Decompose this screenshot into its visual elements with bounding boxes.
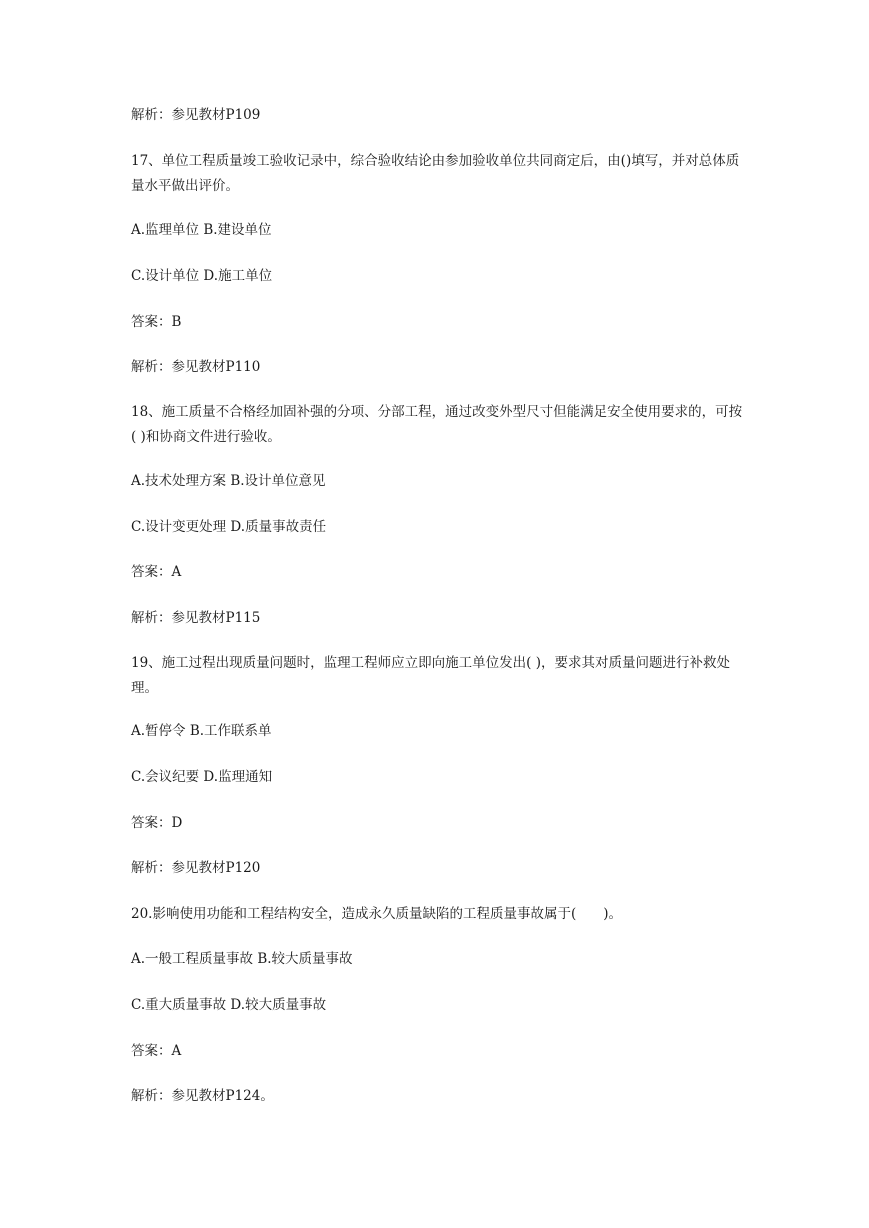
options-line: C.会议纪要 D.监理通知 xyxy=(131,769,273,785)
question-20: 20.影响使用功能和工程结构安全，造成永久质量缺陷的工程质量事故属于( )。 xyxy=(131,906,623,922)
question-19: 19、施工过程出现质量问题时，监理工程师应立即向施工单位发出( )，要求其对质量问题进行补救处理。 xyxy=(131,655,731,696)
question-18: 18、施工质量不合格经加固补强的分项、分部工程，通过改变外型尺寸但能满足安全使用要求的，可按( )和协商文件进行验收。 xyxy=(131,404,743,445)
answer-line: 答案：A xyxy=(131,1043,182,1059)
analysis-line: 解析：参见教材P124。 xyxy=(131,1088,274,1104)
analysis-line: 解析：参见教材P120 xyxy=(131,860,261,876)
analysis-line: 解析：参见教材P115 xyxy=(131,610,261,626)
question-17: 17、单位工程质量竣工验收记录中，综合验收结论由参加验收单位共同商定后，由()填写，并对总体质量水平做出评价。 xyxy=(131,153,740,194)
answer-line: 答案：D xyxy=(131,815,183,831)
options-line: A.暂停令 B.工作联系单 xyxy=(131,723,272,739)
options-line: A.一般工程质量事故 B.较大质量事故 xyxy=(131,951,353,967)
options-line: C.重大质量事故 D.较大质量事故 xyxy=(131,997,327,1013)
options-line: A.技术处理方案 B.设计单位意见 xyxy=(131,473,326,489)
answer-line: 答案：B xyxy=(131,314,182,330)
answer-line: 答案：A xyxy=(131,564,182,580)
analysis-line: 解析：参见教材P109 xyxy=(131,107,261,123)
options-line: A.监理单位 B.建设单位 xyxy=(131,222,272,238)
analysis-line: 解析：参见教材P110 xyxy=(131,359,261,375)
options-line: C.设计单位 D.施工单位 xyxy=(131,268,273,284)
options-line: C.设计变更处理 D.质量事故责任 xyxy=(131,519,327,535)
